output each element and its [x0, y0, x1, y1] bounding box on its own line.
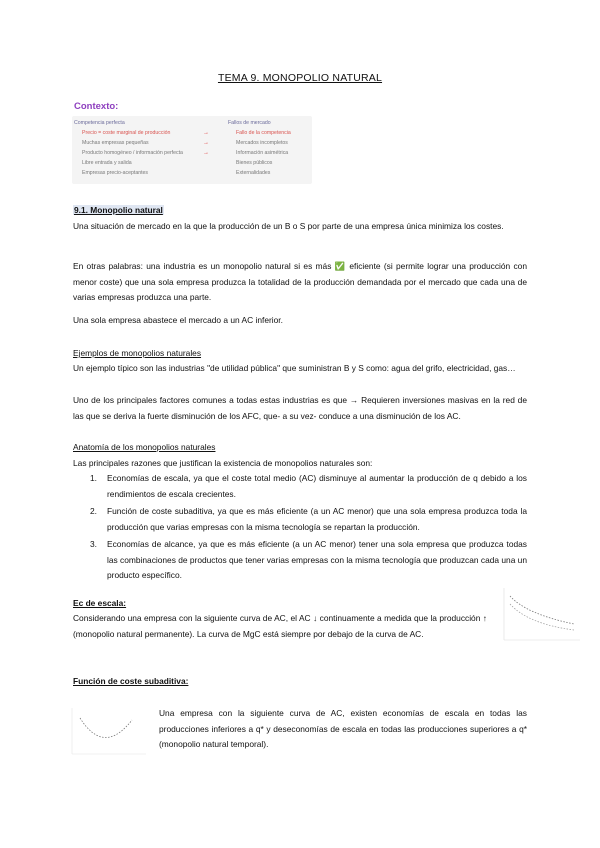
arrow-icon: →	[203, 150, 209, 156]
section-heading-monopolio-natural: 9.1. Monopolio natural	[74, 205, 163, 215]
list-item-text: Economías de escala, ya que el coste total medio (AC) disminuye al aumentar la producción de q debido a los rendimientos de escala crecientes.	[107, 473, 527, 499]
section-heading-ec-escala: Ec de escala:	[73, 598, 127, 608]
context-left-item: Empresas precio-aceptantes	[82, 170, 149, 176]
section-heading-subaditiva: Función de coste subaditiva:	[73, 676, 189, 686]
list-item-text: Economías de alcance, ya que es más eficiente (a un AC menor) tener una sola empresa que produzca todas las combinaciones de productos que tener varias empresas con la misma tecnología que produzcan cada una un producto específico.	[107, 539, 527, 580]
paragraph: Una situación de mercado en la que la producción de un B o S por parte de una empresa única minimiza los costes.	[73, 221, 504, 231]
context-left-item: Muchas empresas pequeñas	[82, 140, 149, 146]
paragraph: Una empresa con la siguiente curva de AC, existen economías de escala en todas las producciones inferiores a q* y deseconomías de escala en todas las producciones superiores a q*(monopolio natural temporal).	[159, 708, 527, 749]
paragraph: En otras palabras: una industria es un monopolio natural si es más ✅ eficiente (si permite lograr una producción con menor coste) que una sola empresa produzca la totalidad de la producción demandada por el mercado que cada una de varias empresas produzca una parte.	[73, 261, 527, 302]
reasons-list	[73, 471, 527, 584]
paragraph: Considerando una empresa con la siguiente curva de AC, el AC ↓ continuamente a medida que la producción ↑ (monopolio natural permanente). La curva de MgC está siempre por debajo de la curva de AC.	[73, 613, 487, 639]
context-left-item: Libre entrada y salida	[82, 160, 132, 166]
context-right-item: Externalidades	[236, 170, 271, 176]
context-label: Contexto:	[74, 101, 119, 112]
context-right-item: Bienes públicos	[236, 160, 273, 166]
ac-curve	[80, 718, 132, 738]
list-item	[73, 471, 527, 502]
paragraph: Una sola empresa abastece el mercado a un AC inferior.	[73, 315, 283, 325]
list-item	[73, 504, 527, 535]
context-left-item: Precio = coste marginal de producción	[82, 130, 171, 136]
page-title: TEMA 9. MONOPOLIO NATURAL	[217, 72, 383, 84]
ac-decreasing-graph	[496, 584, 582, 644]
context-right-item: Fallo de la competencia	[236, 130, 291, 136]
context-right-item: Información asimétrica	[236, 150, 289, 156]
ac-u-shaped-graph	[66, 704, 148, 758]
list-number: 1.	[90, 473, 97, 483]
context-left-header: Competencia perfecta	[74, 120, 125, 126]
paragraph: Un ejemplo típico son las industrias "de utilidad pública" que suministran B y S como: agua del grifo, electricidad, gas…	[73, 363, 516, 373]
arrow-icon: →	[203, 140, 209, 146]
section-heading-ejemplos: Ejemplos de monopolios naturales	[73, 348, 202, 358]
mgc-curve	[510, 604, 574, 630]
context-left-column	[74, 118, 204, 178]
list-number: 3.	[90, 539, 97, 549]
ac-curve	[510, 596, 574, 624]
context-right-item: Mercados incompletos	[236, 140, 288, 146]
context-arrows	[203, 128, 209, 158]
context-right-column	[228, 118, 318, 178]
section-heading-anatomia: Anatomía de los monopolios naturales	[73, 442, 216, 452]
list-item	[73, 537, 527, 584]
context-left-item: Producto homogéneo / información perfecta	[82, 150, 183, 156]
arrow-icon: →	[203, 130, 209, 136]
paragraph: Uno de los principales factores comunes a todas estas industrias es que → Requieren inversiones masivas en la red de las que se deriva la fuerte disminución de los AFC, que- a su vez- conduce a una disminución de los AC.	[73, 395, 527, 421]
paragraph: Las principales razones que justifican la existencia de monopolios naturales son:	[73, 458, 373, 468]
context-right-header: Fallos de mercado	[228, 120, 271, 126]
list-item-text: Función de coste subaditiva, ya que es más eficiente (a un AC menor) que una sola empresa produzca toda la producción que varias empresas con la misma tecnología se repartan la producción.	[107, 506, 527, 532]
list-number: 2.	[90, 506, 97, 516]
